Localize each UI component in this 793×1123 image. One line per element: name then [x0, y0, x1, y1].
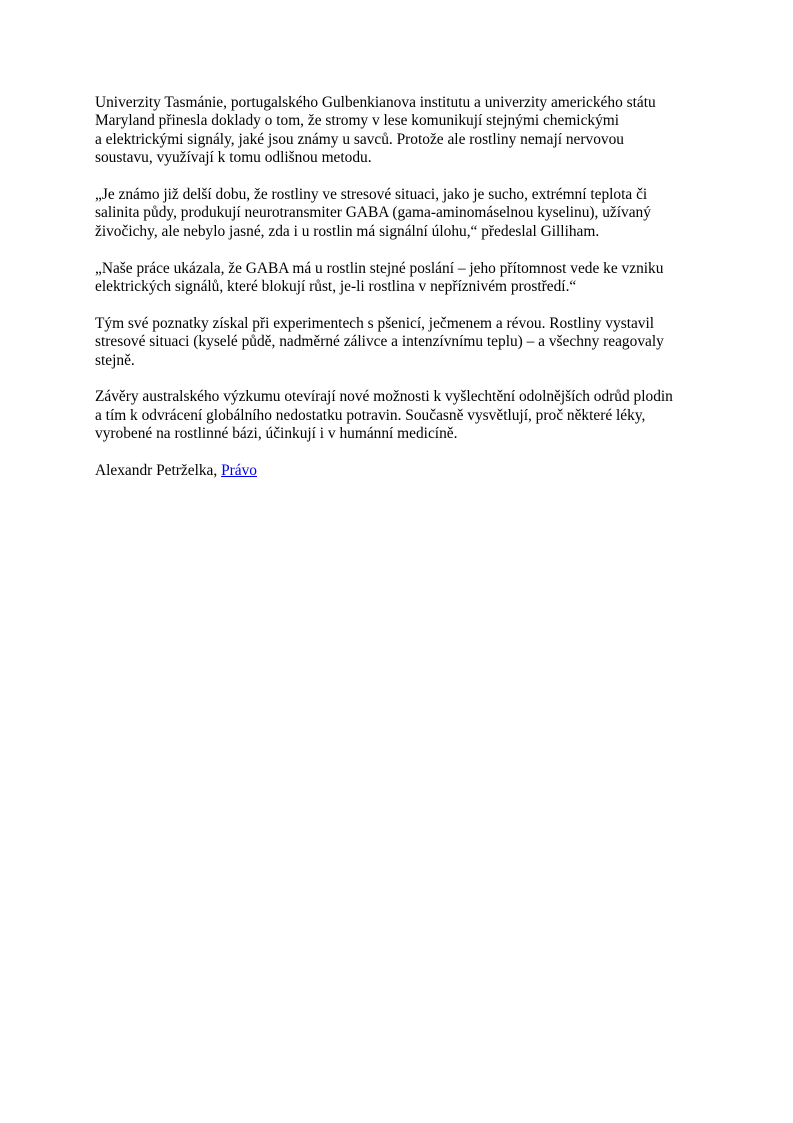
byline-author: Alexandr Petrželka,	[95, 462, 222, 480]
paragraph-line: Závěry australského výzkumu otevírají nové možnosti k vyšlechtění odolnějších odrůd plodin	[95, 388, 673, 406]
paragraph-line: „Naše práce ukázala, že GABA má u rostlin stejné poslání – jeho přítomnost vede ke vzniku	[95, 259, 664, 277]
paragraph-line: Maryland přinesla doklady o tom, že stromy v lese komunikují stejnými chemickými	[95, 112, 620, 130]
paragraph-line: elektrických signálů, které blokují růst, je-li rostlina v nepříznivém prostředí.“	[95, 278, 577, 296]
byline	[95, 462, 715, 480]
paragraph-line: soustavu, využívají k tomu odlišnou metodu.	[95, 149, 372, 167]
article-paragraph-3	[95, 260, 715, 297]
paragraph-line: vyrobené na rostlinné bázi, účinkují i v humánní medicíně.	[95, 425, 458, 443]
paragraph-line: a elektrickými signály, jaké jsou známy u savců. Protože ale rostliny nemají nervovou	[95, 130, 624, 148]
article-paragraph-1	[95, 94, 715, 168]
paragraph-line: a tím k odvrácení globálního nedostatku potravin. Současně vysvětlují, proč některé léky,	[95, 406, 646, 424]
article-paragraph-4	[95, 315, 715, 370]
paragraph-line: živočichy, ale nebylo jasné, zda i u rostlin má signální úlohu,“ předeslal Gilliham.	[95, 222, 600, 240]
paragraph-line: stejně.	[95, 351, 135, 369]
paragraph-line: stresové situaci (kyselé půdě, nadměrné zálivce a intenzívnímu teplu) – a všechny reagovaly	[95, 333, 664, 351]
paragraph-line: salinita půdy, produkují neurotransmiter GABA (gama-aminomáselnou kyselinu), užívaný	[95, 204, 651, 222]
article-body	[95, 94, 715, 499]
source-link[interactable]: Právo	[221, 462, 257, 480]
article-paragraph-2	[95, 186, 715, 241]
article-paragraph-5	[95, 388, 715, 443]
paragraph-line: Tým své poznatky získal při experimentech s pšenicí, ječmenem a révou. Rostliny vystavil	[95, 314, 655, 332]
paragraph-line: „Je známo již delší dobu, že rostliny ve stresové situaci, jako je sucho, extrémní teplota či	[95, 186, 648, 204]
paragraph-line: Univerzity Tasmánie, portugalského Gulbenkianova institutu a univerzity amerického státu	[95, 94, 656, 111]
